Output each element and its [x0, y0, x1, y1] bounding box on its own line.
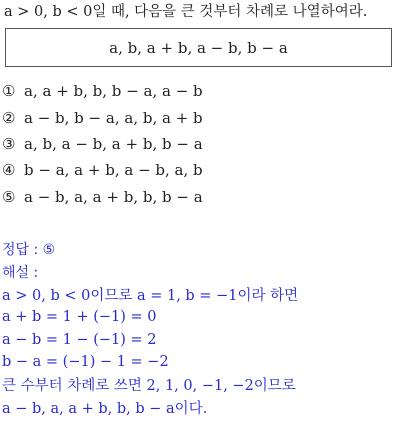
choice-text: a − b, b − a, a, b, a + b [24, 108, 203, 127]
expression-list: a, b, a + b, a − b, b − a [109, 38, 288, 57]
choice-number: ② [2, 108, 16, 127]
choice-number: ⑤ [2, 187, 16, 206]
choice-number: ① [2, 82, 16, 101]
choice-text: a, a + b, b, b − a, a − b [24, 82, 203, 101]
choice-number: ③ [2, 134, 16, 153]
choice-5[interactable] [2, 184, 397, 210]
question-prompt: a > 0, b < 0일 때, 다음을 큰 것부터 차례로 나열하여라. [4, 4, 368, 20]
explanation-line-5: 큰 수부터 차례로 쓰면 2, 1, 0, −1, −2이므로 [2, 378, 296, 395]
choice-1[interactable] [2, 78, 397, 104]
solution-section [2, 238, 398, 419]
choice-number: ④ [2, 161, 16, 180]
choice-text: b − a, a + b, a − b, a, b [24, 161, 203, 180]
answer-line: 정답 : ⑤ [2, 242, 56, 259]
choice-3[interactable] [2, 131, 397, 157]
explanation-line-1: a > 0, b < 0이므로 a = 1, b = −1이라 하면 [2, 287, 299, 304]
choice-2[interactable] [2, 104, 397, 130]
choice-4[interactable] [2, 157, 397, 183]
explanation-line-3: a − b = 1 − (−1) = 2 [2, 331, 157, 348]
explanation-label: 해설 : [2, 264, 39, 281]
choice-text: a − b, a, a + b, b, b − a [24, 187, 203, 206]
expression-box [5, 28, 392, 67]
choice-text: a, b, a − b, a + b, b − a [24, 134, 203, 153]
answer-choices [2, 78, 397, 210]
explanation-line-6: a − b, a, a + b, b, b − a이다. [2, 400, 208, 417]
explanation-line-2: a + b = 1 + (−1) = 0 [2, 309, 157, 326]
explanation-line-4: b − a = (−1) − 1 = −2 [2, 354, 169, 371]
